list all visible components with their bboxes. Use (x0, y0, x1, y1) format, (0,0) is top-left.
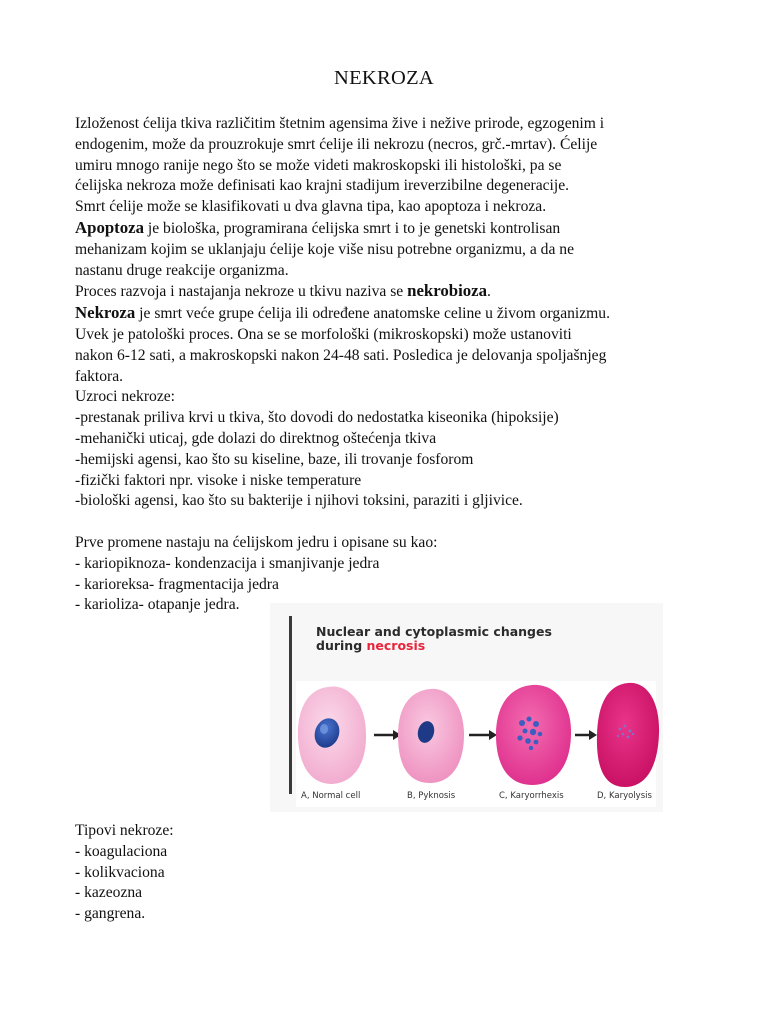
caption-pyknosis: B, Pyknosis (407, 791, 456, 801)
necrosis-figure-svg (270, 603, 663, 812)
uzroci-heading: Uzroci nekroze: (75, 388, 176, 406)
cell-karyorrhexis (496, 685, 571, 785)
nekroza-term: Nekroza (75, 303, 136, 323)
nekrobioza-after: . (486, 283, 491, 301)
apoptoza-line: nastanu druge reakcije organizma. (75, 261, 289, 279)
nekrobioza-line (75, 281, 725, 303)
intro-line: ćelijska nekroza može definisati kao krajni stadijum ireverzibilne degeneracije. (75, 177, 570, 195)
nekroza-line: faktora. (75, 367, 124, 385)
apoptoza-paragraph (75, 218, 725, 240)
nekroza-line: je smrt veće grupe ćelija ili određene anatomske celine u živom organizmu. (135, 305, 610, 323)
figure-title-line2 (316, 638, 425, 653)
apoptoza-line: je biološka, programirana ćelijska smrt i to je genetski kontrolisan (144, 219, 561, 237)
tipovi-section (75, 821, 475, 925)
figure-accent-bar (289, 616, 292, 794)
promene-heading: Prve promene nastaju na ćelijskom jedru i opisane su kao: (75, 533, 438, 551)
promene-item: - karioreksa- fragmentacija jedra (75, 575, 279, 593)
nekrobioza-term: nekrobioza (407, 281, 487, 301)
nekroza-line: Uvek je patološki proces. Ona se se morfološki (mikroskopski) može ustanoviti (75, 325, 572, 343)
cell-karyolysis (597, 683, 659, 787)
cell-pyknosis (398, 689, 464, 783)
intro-line: Izloženost ćelija tkiva različitim štetnim agensima žive i nežive prirode, egzogenim i (75, 115, 605, 132)
figure-title-prefix: during (316, 638, 367, 653)
promene-item: - kariopiknoza- kondenzacija i smanjivanje jedra (75, 554, 380, 572)
tipovi-item: - kazeozna (75, 884, 143, 902)
uzroci-item: -hemijski agensi, kao što su kiseline, baze, ili trovanje fosforom (75, 450, 474, 468)
nekroza-paragraph (75, 303, 725, 325)
tipovi-item: - kolikvaciona (75, 863, 165, 881)
nekroza-line: nakon 6-12 sati, a makroskopski nakon 24-48 sati. Posledica je delovanja spoljašnjeg (75, 346, 607, 364)
intro-line: endogenim, može da prouzrokuje smrt ćelije ili nekrozu (necros, grč.-mrtav). Ćelije (75, 135, 598, 153)
tipovi-heading: Tipovi nekroze: (75, 822, 174, 839)
intro-line: umiru mnogo ranije nego što se može videti makroskopski ili histološki, pa se (75, 156, 562, 174)
uzroci-item: -fizički faktori npr. visoke i niske temperature (75, 471, 362, 489)
caption-normal-cell: A, Normal cell (301, 791, 361, 801)
uzroci-item: -mehanički uticaj, gde dolazi do direktnog oštećenja tkiva (75, 429, 437, 447)
tipovi-item: - gangrena. (75, 905, 146, 923)
tipovi-item: - koagulaciona (75, 842, 168, 860)
uzroci-item: -prestanak priliva krvi u tkiva, što dovodi do nedostatka kiseonika (hipoksije) (75, 409, 559, 427)
cell-normal (298, 686, 366, 784)
figure-title-highlight: necrosis (366, 638, 426, 653)
apoptoza-term: Apoptoza (75, 217, 144, 237)
necrosis-figure (270, 603, 663, 812)
intro-line: Smrt ćelije može se klasifikovati u dva glavna tipa, kao apoptoza i nekroza. (75, 198, 547, 216)
document-body (75, 114, 725, 616)
caption-karyorrhexis: C, Karyorrhexis (499, 791, 564, 801)
nekrobioza-before: Proces razvoja i nastajanja nekroze u tkivu naziva se (75, 283, 408, 301)
apoptoza-line: mehanizam kojim se uklanjaju ćelije koje više nisu potrebne organizmu, a da ne (75, 240, 574, 258)
figure-title-line1: Nuclear and cytoplasmic changes (316, 624, 552, 639)
caption-karyolysis: D, Karyolysis (597, 791, 652, 801)
paragraph-gap (75, 512, 725, 533)
promene-item: - karioliza- otapanje jedra. (75, 596, 240, 614)
uzroci-item: -biološki agensi, kao što su bakterije i njihovi toksini, paraziti i gljivice. (75, 492, 523, 510)
page-title: NEKROZA (333, 67, 435, 89)
